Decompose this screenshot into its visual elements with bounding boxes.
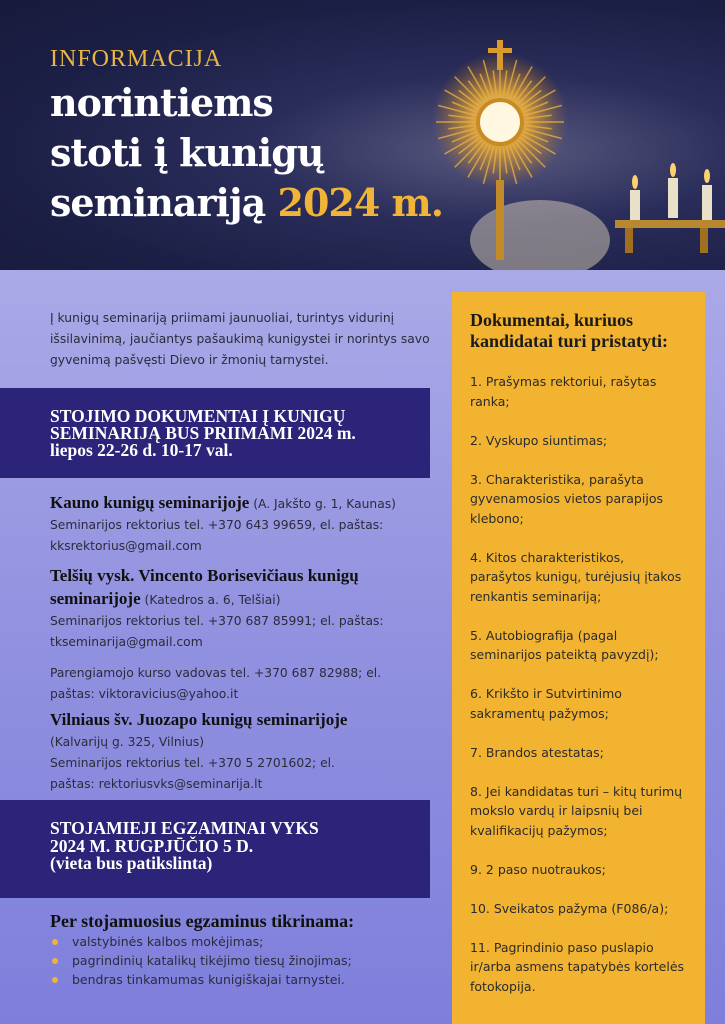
document-item: 10. Sveikatos pažyma (F086/a);	[470, 900, 669, 916]
page-title	[50, 78, 443, 228]
document-item: 2. Vyskupo siuntimas;	[470, 432, 608, 448]
exam-item: bendras tinkamumas kunigiškajai tarnystei.	[50, 970, 440, 989]
document-item: 3. Charakteristika, parašyta gyvenamosios vietos parapijos klebono;	[470, 471, 663, 526]
document-item: 9. 2 paso nuotraukos;	[470, 861, 606, 877]
title-year: 2024 m.	[277, 180, 443, 225]
title-line: stoti į kunigų	[50, 130, 324, 175]
seminary-kaunas	[50, 492, 440, 557]
seminary-contact: Seminarijos rektorius tel. +370 5 2701602; el. paštas: rektoriusvks@seminarija.lt	[50, 756, 335, 791]
exam-topics	[50, 910, 440, 989]
seminary-name: Kauno kunigų seminarijoje	[50, 493, 250, 512]
header-kicker: INFORMACIJA	[50, 46, 223, 72]
seminary-telsiai	[50, 565, 440, 705]
document-item: 1. Prašymas rektoriui, rašytas ranka;	[470, 374, 657, 409]
seminary-vilnius	[50, 709, 440, 795]
exam-heading: Per stojamuosius egzaminus tikrinama:	[50, 911, 355, 931]
seminary-address: (Kalvarijų g. 325, Vilnius)	[50, 735, 205, 749]
course-contact: Parengiamojo kurso vadovas tel. +370 687 82988; el. paštas: viktoravicius@yahoo.it	[50, 666, 382, 701]
documents-heading: Dokumentai, kuriuos kandidatai turi pristatyti:	[470, 310, 669, 351]
seminary-address: (A. Jakšto g. 1, Kaunas)	[249, 497, 396, 511]
submission-dates-banner	[0, 388, 430, 478]
banner-line: 2024 M. RUGPJŪČIO 5 D.	[50, 835, 254, 856]
exam-date-banner	[0, 800, 430, 898]
intro-text: Į kunigų seminariją priimami jaunuoliai, turintys vidurinį išsilavinimą, jaučiantys pašaukimą kunigystei ir norintys savo gyvenimą pašvęsti Dievo ir žmonių tarnystei.	[50, 311, 430, 367]
title-word: seminariją	[50, 180, 266, 225]
banner-line: STOJIMO DOKUMENTAI Į KUNIGŲ	[50, 406, 346, 426]
document-item: 11. Pagrindinio paso puslapio ir/arba asmens tapatybės kortelės fotokopija.	[470, 939, 685, 994]
seminary-contact: Seminarijos rektorius tel. +370 687 85991; el. paštas: tkseminarija@gmail.com	[50, 614, 384, 649]
banner-line: liepos 22-26 d. 10-17 val.	[50, 440, 233, 460]
seminary-name: Vilniaus šv. Juozapo kunigų seminarijoje	[50, 710, 348, 729]
title-line: norintiems	[50, 80, 273, 125]
exam-item: valstybinės kalbos mokėjimas;	[50, 932, 440, 951]
document-item: 5. Autobiografija (pagal seminarijos pateiktą pavyzdį);	[470, 627, 659, 662]
banner-line: (vieta bus patikslinta)	[50, 853, 213, 873]
banner-line: SEMINARIJĄ BUS PRIIMAMI 2024 m.	[50, 423, 356, 443]
document-item: 8. Jei kandidatas turi – kitų turimų mokslo vardų ir laipsnių bei kvalifikacijų pažymos;	[470, 783, 683, 838]
seminary-name: Telšių vysk. Vincento Borisevičiaus kunigų seminarijoje	[50, 566, 359, 608]
seminary-address: (Katedros a. 6, Telšiai)	[140, 593, 281, 607]
required-documents-panel	[452, 292, 705, 1024]
title-line	[50, 178, 443, 228]
seminary-contact: Seminarijos rektorius tel. +370 643 99659, el. paštas: kksrektorius@gmail.com	[50, 518, 384, 553]
header-banner	[0, 0, 725, 270]
document-item: 6. Krikšto ir Sutvirtinimo sakramentų pažymos;	[470, 686, 622, 721]
document-item: 7. Brandos atestatas;	[470, 744, 604, 760]
document-item: 4. Kitos charakteristikos, parašytos kunigų, turėjusių įtakos renkantis seminariją;	[470, 549, 682, 604]
exam-item: pagrindinių katalikų tikėjimo tiesų žinojimas;	[50, 951, 440, 970]
banner-line: STOJAMIEJI EGZAMINAI VYKS	[50, 818, 319, 838]
